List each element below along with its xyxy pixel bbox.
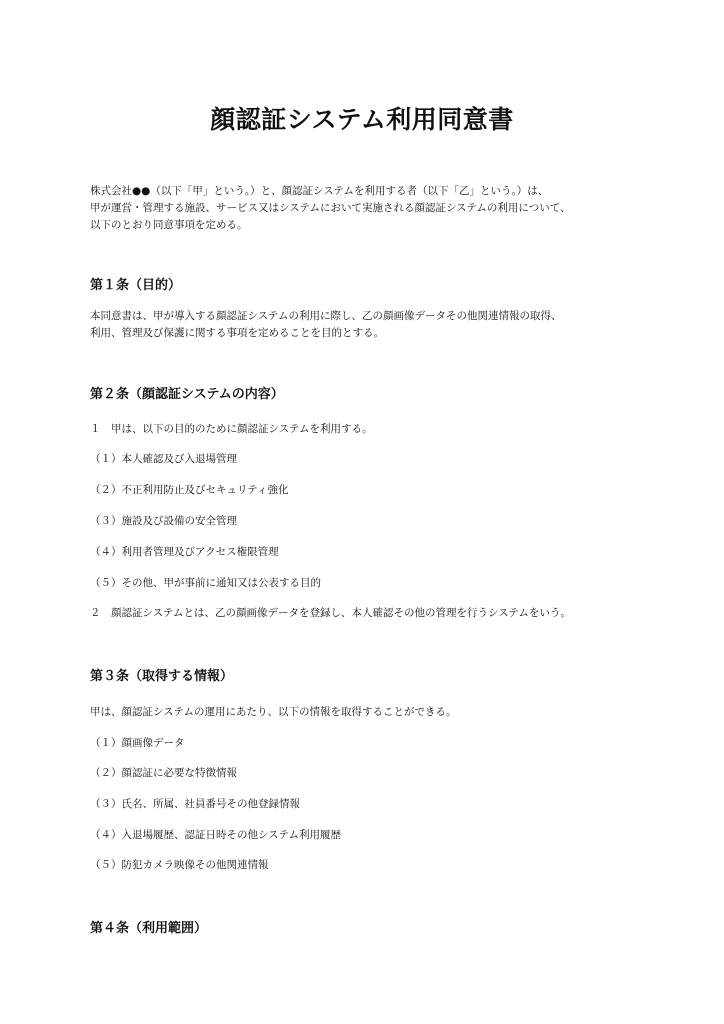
article3-heading: 第３条（取得する情報）: [90, 669, 234, 684]
intro-line-1: 株式会社●●（以下「甲」という。）と、顔認証システムを利用する者（以下「乙」という。）は、: [90, 185, 549, 197]
article2-item-4: （４）利用者管理及びアクセス権限管理: [90, 546, 279, 558]
article2-item-2: （２）不正利用防止及びセキュリティ強化: [90, 484, 289, 496]
article3-item-4: （４）入退場履歴、認証日時その他システム利用履歴: [90, 829, 341, 841]
article2-paragraph-1: １ 甲は、以下の目的のために顔認証システムを利用する。: [90, 423, 373, 435]
article2-item-3: （３）施設及び設備の安全管理: [90, 515, 237, 527]
article2-paragraph-2: ２ 顔認証システムとは、乙の顔画像データを登録し、本人確認その他の管理を行うシステムをいう。: [90, 607, 571, 619]
article1-heading: 第１条（目的）: [90, 278, 182, 293]
article3-item-2: （２）顔認証に必要な特徴情報: [90, 767, 237, 779]
article1-body-line-2: 利用、管理及び保護に関する事項を定めることを目的とする。: [90, 327, 384, 339]
intro-line-2: 甲が運営・管理する施設、サービス又はシステムにおいて実施される顔認証システムの利用について、: [90, 202, 571, 214]
intro-line-3: 以下のとおり同意事項を定める。: [90, 219, 248, 231]
document-title: 顔認証システム利用同意書: [210, 105, 514, 134]
article4-heading: 第４条（利用範囲）: [90, 921, 208, 936]
article3-item-5: （５）防犯カメラ映像その他関連情報: [90, 859, 269, 871]
article2-heading: 第２条（顔認証システムの内容）: [90, 387, 284, 402]
article3-lead: 甲は、顔認証システムの運用にあたり、以下の情報を取得することができる。: [90, 706, 457, 718]
article1-body-line-1: 本同意書は、甲が導入する顔認証システムの利用に際し、乙の顔画像データその他関連情報の取得、: [90, 310, 562, 322]
article3-item-1: （１）顔画像データ: [90, 737, 185, 749]
article2-item-1: （１）本人確認及び入退場管理: [90, 453, 237, 465]
article2-item-5: （５）その他、甲が事前に通知又は公表する目的: [90, 577, 321, 589]
article3-item-3: （３）氏名、所属、社員番号その他登録情報: [90, 798, 300, 810]
